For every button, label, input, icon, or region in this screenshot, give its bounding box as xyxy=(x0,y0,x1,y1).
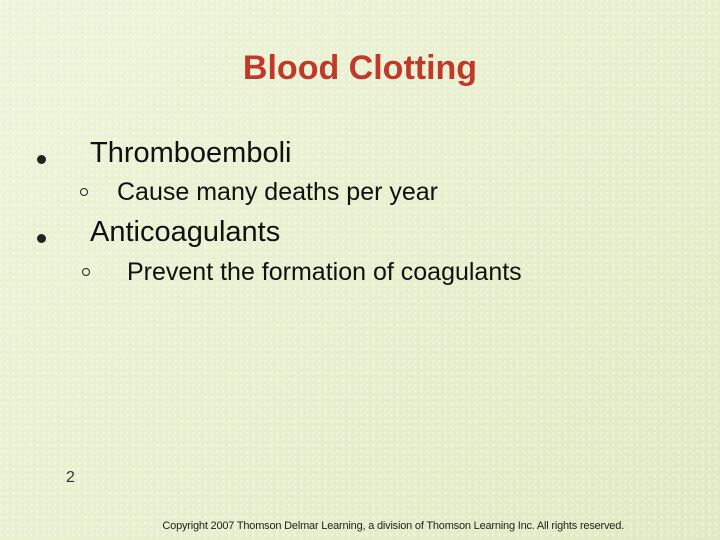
bullet-label: Thromboemboli xyxy=(90,137,292,169)
bullet-label: Anticoagulants xyxy=(90,216,281,248)
bullet-dot-icon xyxy=(37,155,46,164)
page-number: 2 xyxy=(66,469,75,486)
bullet-dot-icon xyxy=(37,234,46,243)
subbullet-ring-icon xyxy=(82,268,90,276)
copyright-footer: Copyright 2007 Thomson Delmar Learning, a division of Thomson Learning Inc. All rights reserved. xyxy=(162,520,624,532)
subbullet-label: Prevent the formation of coagulants xyxy=(127,258,522,286)
slide-title: Blood Clotting xyxy=(242,49,478,87)
subbullet-label: Cause many deaths per year xyxy=(117,178,439,206)
subbullet-ring-icon xyxy=(80,188,88,196)
